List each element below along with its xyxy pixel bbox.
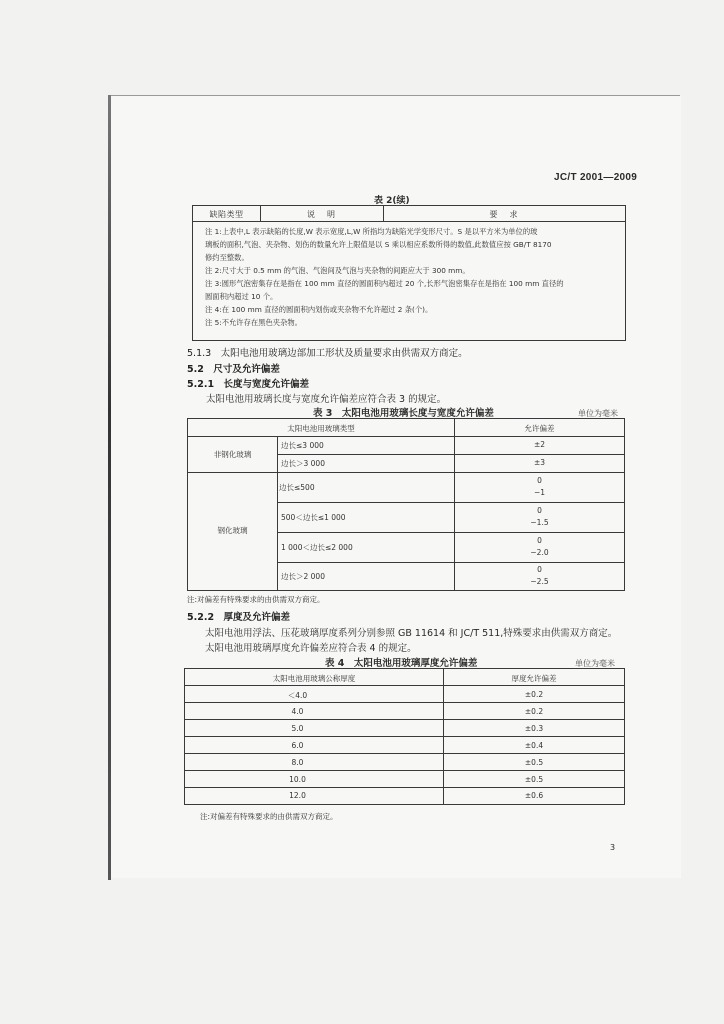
table4-col-deviation: 厚度允许偏差 (511, 674, 557, 683)
table2-col-requirement: 要 求 (489, 210, 520, 219)
table3-row-dev-upper: 0 (537, 536, 542, 545)
table3-row-range: 边长＞2 000 (281, 572, 325, 581)
section-5-2-1-text: 太阳电池用玻璃长度与宽度允许偏差应符合表 3 的规定。 (206, 394, 447, 405)
table3-row-dev-lower: −1 (533, 488, 546, 497)
table3-row-dev: ±2 (533, 440, 546, 449)
table4-row-thickness: 10.0 (289, 775, 306, 784)
table2-col-description: 说 明 (307, 210, 337, 219)
table2-note-line: 修约至整数。 (205, 253, 249, 262)
table2 (192, 205, 626, 341)
table3-row-range: 500＜边长≤1 000 (281, 513, 346, 522)
table2-note-line: 注 3:圆形气泡密集存在是指在 100 mm 直径的圆面积内超过 20 个,长形气泡密集存在是指在 100 mm 直径的 (205, 279, 564, 288)
table2-note-line: 注 5:不允许存在黑色夹杂物。 (205, 318, 302, 327)
table3-note: 注:对偏差有特殊要求的由供需双方商定。 (187, 595, 325, 604)
section-5-2-2-text-a: 太阳电池用浮法、压花玻璃厚度系列分别参照 GB 11614 和 JC/T 511,特殊要求由供需双方商定。 (205, 628, 618, 639)
table4-row-deviation: ±0.3 (524, 724, 544, 733)
standard-code: JC/T 2001—2009 (554, 172, 638, 183)
table2-notes (205, 225, 620, 329)
table3-row-dev-upper: 0 (537, 565, 542, 574)
table4-row-deviation: ±0.5 (524, 758, 544, 767)
section-5-2-heading: 5.2 尺寸及允许偏差 (187, 364, 280, 375)
table2-note-line: 圆面积内超过 10 个。 (205, 292, 278, 301)
table4-row-deviation: ±0.4 (524, 741, 544, 750)
section-5-2-1-heading: 5.2.1 长度与宽度允许偏差 (187, 379, 310, 390)
scan-left-edge (108, 95, 111, 880)
table3-row-dev: ±3 (533, 458, 546, 467)
table3-row-dev-upper: 0 (537, 506, 542, 515)
table4-row-thickness: 8.0 (291, 758, 304, 767)
table4-row-deviation: ±0.5 (524, 775, 544, 784)
table3-title: 表 3 太阳电池用玻璃长度与宽度允许偏差 (313, 408, 494, 419)
table3-row-dev-lower: −2.0 (530, 548, 549, 557)
table3-unit: 单位为毫米 (578, 409, 618, 418)
section-5-1-3: 5.1.3 太阳电池用玻璃边部加工形状及质量要求由供需双方商定。 (187, 348, 468, 359)
table2-header (193, 206, 625, 222)
table3-row-dev-lower: −1.5 (530, 518, 549, 527)
table2-note-line: 注 2:尺寸大于 0.5 mm 的气泡、气泡间及气泡与夹杂物的间距应大于 300 mm。 (205, 266, 470, 275)
table4-row-thickness: 12.0 (289, 791, 306, 800)
table4-row-deviation: ±0.6 (524, 791, 544, 800)
table4 (184, 668, 625, 805)
table3-row-dev-upper: 0 (537, 476, 542, 485)
table4-row-thickness: 5.0 (291, 724, 304, 733)
table4-row-deviation: ±0.2 (524, 707, 544, 716)
table2-title: 表 2(续) (374, 196, 410, 206)
table2-note-line: 璃板的面积,气泡、夹杂物、划伤的数量允许上限值是以 S 乘以相应系数所得的数值,此数值应按 GB/T 8170 (205, 240, 552, 249)
table3-row-dev-lower: −2.5 (530, 577, 549, 586)
table2-note-line: 注 4:在 100 mm 直径的圆面积内划伤或夹杂物不允许超过 2 条(个)。 (205, 305, 433, 314)
table2-col-defect-type: 缺陷类型 (209, 210, 244, 219)
table2-note-line: 注 1:上表中,L 表示缺陷的长度,W 表示宽度,L,W 所指均为缺陷光学变形尺寸。S 是以平方米为单位的玻 (205, 227, 538, 236)
section-5-2-2-text-b: 太阳电池用玻璃厚度允许偏差应符合表 4 的规定。 (205, 643, 417, 654)
table4-col-thickness: 太阳电池用玻璃公称厚度 (272, 674, 356, 683)
table4-unit: 单位为毫米 (575, 659, 615, 668)
table3-row-range: 1 000＜边长≤2 000 (281, 543, 353, 552)
page-number: 3 (610, 843, 616, 852)
table3 (187, 418, 625, 591)
table4-title: 表 4 太阳电池用玻璃厚度允许偏差 (325, 658, 478, 669)
table4-row-deviation: ±0.2 (524, 690, 544, 699)
table3-group-non-tempered: 非钢化玻璃 (213, 450, 252, 459)
table4-row-thickness: 4.0 (291, 707, 304, 716)
table4-row-thickness: 6.0 (291, 741, 304, 750)
table4-note: 注:对偏差有特殊要求的由供需双方商定。 (200, 812, 338, 821)
table3-row-range: 边长＞3 000 (281, 459, 325, 468)
table3-col-deviation: 允许偏差 (524, 424, 555, 433)
table3-col-type: 太阳电池用玻璃类型 (287, 424, 355, 433)
table3-row-range: 边长≤3 000 (281, 441, 324, 450)
table3-group-tempered: 钢化玻璃 (217, 526, 248, 535)
section-5-2-2-heading: 5.2.2 厚度及允许偏差 (187, 612, 291, 623)
table3-row-range: 边长≤500 (279, 483, 315, 492)
table4-row-thickness: ＜4.0 (287, 691, 308, 700)
